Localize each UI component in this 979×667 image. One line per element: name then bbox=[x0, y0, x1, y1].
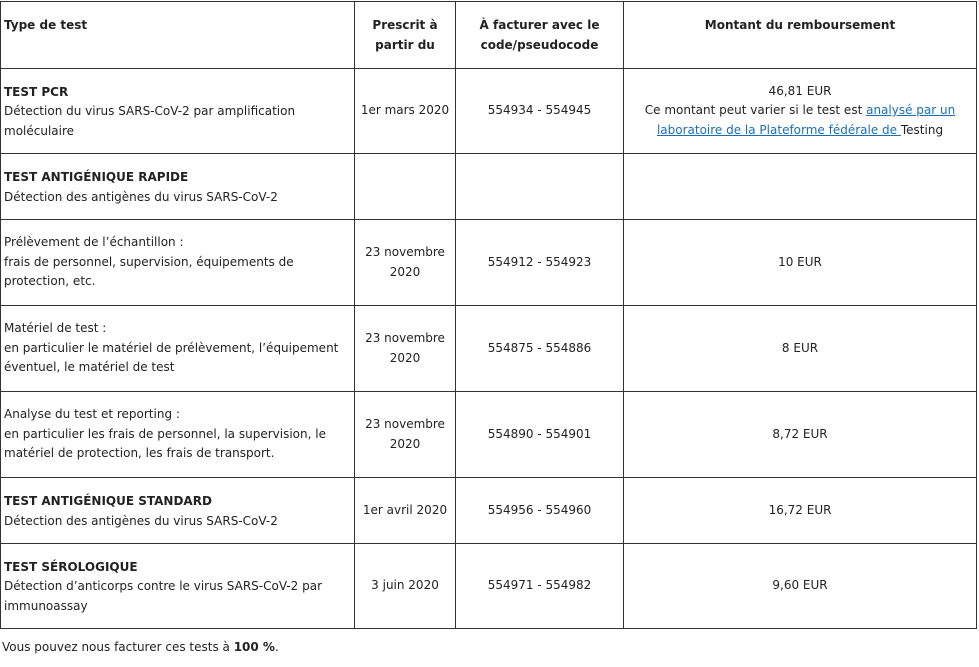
billing-code bbox=[456, 154, 624, 220]
amount-value: 46,81 EUR bbox=[768, 83, 832, 98]
test-title: TEST ANTIGÉNIQUE STANDARD bbox=[4, 494, 212, 508]
header-test-type: Type de test bbox=[1, 2, 355, 69]
test-type-cell bbox=[1, 392, 355, 478]
test-title: TEST SÉROLOGIQUE bbox=[4, 559, 138, 574]
test-type-cell bbox=[1, 69, 355, 154]
table-header-row bbox=[1, 2, 977, 69]
prescribed-date: 23 novembre 2020 bbox=[355, 306, 456, 392]
test-title: Analyse du test et reporting : bbox=[4, 407, 180, 422]
billing-code: 554890 - 554901 bbox=[456, 392, 624, 478]
prescribed-date: 1er avril 2020 bbox=[355, 478, 456, 544]
amount-cell bbox=[624, 69, 977, 154]
table-row bbox=[1, 154, 977, 220]
test-type-cell bbox=[1, 220, 355, 306]
amount-cell: 8 EUR bbox=[624, 306, 977, 392]
amount-cell: 10 EUR bbox=[624, 220, 977, 306]
reimbursement-table bbox=[0, 1, 977, 629]
test-type-cell bbox=[1, 544, 355, 629]
test-type-cell bbox=[1, 154, 355, 220]
prescribed-date: 23 novembre 2020 bbox=[355, 220, 456, 306]
header-amount: Montant du remboursement bbox=[624, 2, 977, 69]
header-prescribed-from: Prescrit à partir du bbox=[355, 2, 456, 69]
amount-cell bbox=[624, 154, 977, 220]
test-description: Détection des antigènes du virus SARS-CoV-2 bbox=[4, 513, 278, 528]
table-row bbox=[1, 220, 977, 306]
test-description: frais de personnel, supervision, équipements de protection, etc. bbox=[4, 254, 294, 289]
billing-code: 554956 - 554960 bbox=[456, 478, 624, 544]
test-type-cell bbox=[1, 478, 355, 544]
reimbursement-percent: 100 % bbox=[233, 640, 275, 654]
amount-cell: 8,72 EUR bbox=[624, 392, 977, 478]
federal-platform-link[interactable]: analysé par un laboratoire de la Plateforme fédérale de bbox=[656, 103, 956, 137]
prescribed-date: 1er mars 2020 bbox=[355, 69, 456, 154]
amount-cell: 9,60 EUR bbox=[624, 544, 977, 629]
billing-code: 554934 - 554945 bbox=[456, 69, 624, 154]
test-description: en particulier les frais de personnel, la supervision, le matériel de protection, les frais de transport. bbox=[4, 426, 326, 461]
test-description: Détection des antigènes du virus SARS-CoV-2 bbox=[4, 189, 278, 204]
test-title: Matériel de test : bbox=[4, 321, 107, 336]
test-type-cell bbox=[1, 306, 355, 392]
table-row bbox=[1, 392, 977, 478]
header-billing-code: À facturer avec le code/pseudocode bbox=[456, 2, 624, 69]
amount-note: Ce montant peut varier si le test est analysé par un laboratoire de la Plateforme fédérale de Testing bbox=[644, 103, 956, 137]
test-description: Détection d’anticorps contre le virus SARS-CoV-2 par immunoassay bbox=[4, 579, 323, 613]
billing-code: 554912 - 554923 bbox=[456, 220, 624, 306]
test-description: en particulier le matériel de prélèvement, l’équipement éventuel, le matériel de test bbox=[4, 340, 339, 375]
test-description: Détection du virus SARS-CoV-2 par amplification moléculaire bbox=[4, 104, 296, 138]
footer-note: Vous pouvez nous facturer ces tests à 100 %. bbox=[2, 640, 279, 654]
amount-cell: 16,72 EUR bbox=[624, 478, 977, 544]
test-title: Prélèvement de l’échantillon : bbox=[4, 235, 184, 250]
billing-code: 554971 - 554982 bbox=[456, 544, 624, 629]
table-row bbox=[1, 306, 977, 392]
test-title: TEST ANTIGÉNIQUE RAPIDE bbox=[4, 170, 189, 184]
test-title: TEST PCR bbox=[4, 84, 69, 99]
prescribed-date: 23 novembre 2020 bbox=[355, 392, 456, 478]
prescribed-date: 3 juin 2020 bbox=[355, 544, 456, 629]
prescribed-date bbox=[355, 154, 456, 220]
table-row bbox=[1, 478, 977, 544]
table-row bbox=[1, 544, 977, 629]
table-row bbox=[1, 69, 977, 154]
billing-code: 554875 - 554886 bbox=[456, 306, 624, 392]
